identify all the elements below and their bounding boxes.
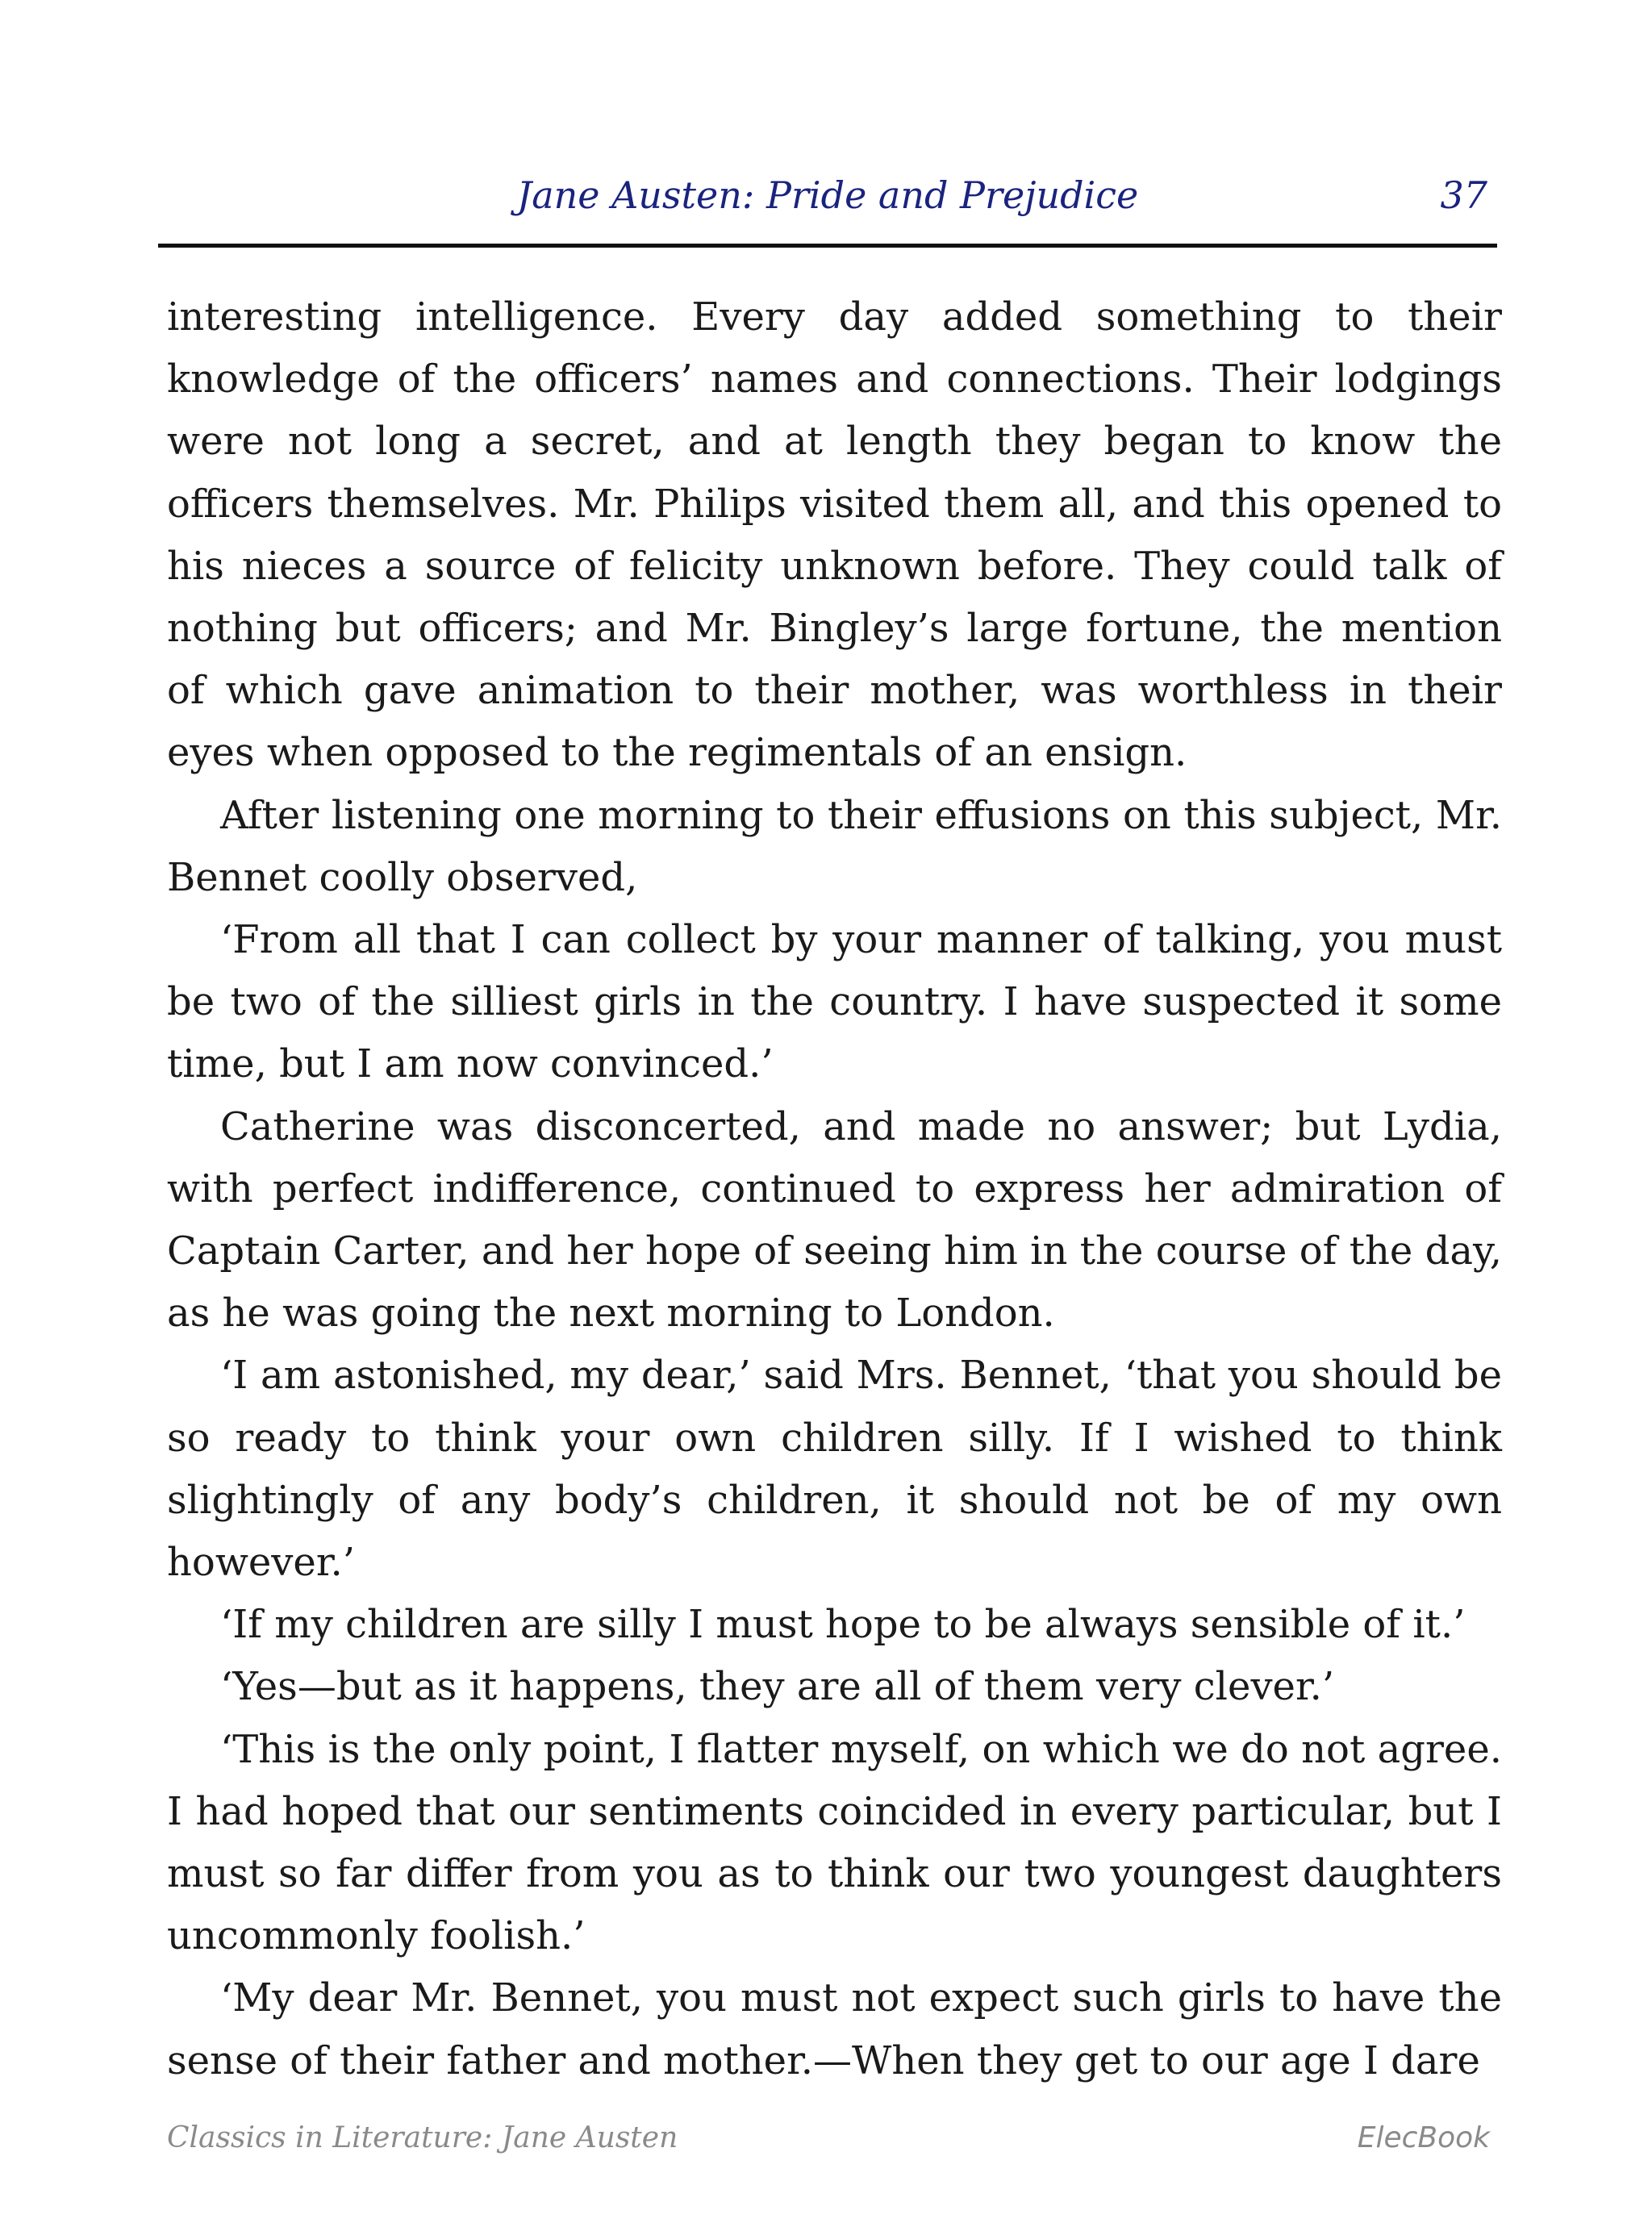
series-title: Classics in Literature: Jane Austen bbox=[167, 2121, 678, 2154]
paragraph: ‘This is the only point, I flatter myself, on which we do not agree. I had hoped that our sentiments coincided in every particular, but I must so far differ from you as to think our two youngest daughters uncommonly foolish.’ bbox=[167, 1726, 1502, 1959]
paragraph: After listening one morning to their effusions on this subject, Mr. Bennet coolly observed, bbox=[167, 792, 1502, 900]
running-header bbox=[158, 173, 1497, 230]
page-number: 37 bbox=[1440, 173, 1487, 217]
paragraph: Catherine was disconcerted, and made no answer; but Lydia, with perfect indifference, continued to express her admiration of Captain Carter, and her hope of seeing him in the course of the day, as he was going the next morning to London. bbox=[167, 1103, 1502, 1337]
paragraph: ‘I am astonished, my dear,’ said Mrs. Bennet, ‘that you should be so ready to think your own children silly. If I wished to think slightingly of any body’s children, it should not be of my own however.’ bbox=[167, 1353, 1502, 1586]
paragraph: interesting intelligence. Every day added something to their knowledge of the officers’ names and connections. Their lodgings were not long a secret, and at length they began to know the officers themselves. Mr. Philips visited them all, and this opened to his nieces a source of felicity unknown before. They could talk of nothing but officers; and Mr. Bingley’s large fortune, the mention of which gave animation to their mother, was worthless in their eyes when opposed to the regimentals of an ensign. bbox=[167, 294, 1502, 776]
paragraph: ‘If my children are silly I must hope to be always sensible of it.’ bbox=[220, 1602, 1466, 1648]
paragraph: ‘My dear Mr. Bennet, you must not expect such girls to have the sense of their father and mother.—When they get to our age I dare bbox=[167, 1975, 1502, 2083]
paragraph: ‘Yes—but as it happens, they are all of them very clever.’ bbox=[220, 1664, 1335, 1710]
page-body bbox=[167, 286, 1502, 2092]
book-title: Jane Austen: Pride and Prejudice bbox=[516, 173, 1139, 217]
publisher-name: ElecBook bbox=[1357, 2121, 1490, 2154]
paragraph: ‘From all that I can collect by your manner of talking, you must be two of the silliest girls in the country. I have suspected it some time, but I am now convinced.’ bbox=[167, 917, 1502, 1087]
header-divider bbox=[158, 244, 1497, 248]
